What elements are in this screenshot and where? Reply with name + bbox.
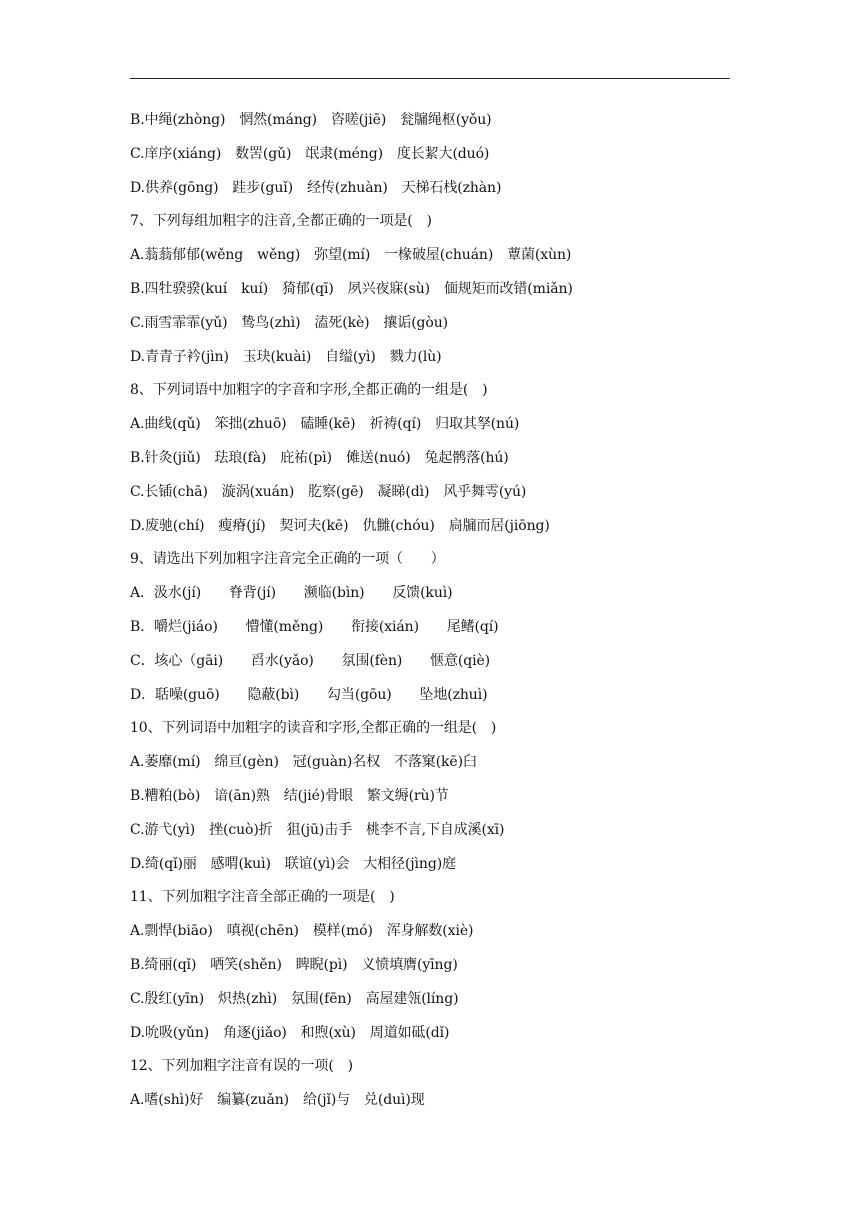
text-line: C.游弋(yì) 挫(cuò)折 狙(jū)击手 桃李不言,下自成溪(xī) [130,821,505,838]
text-line: B.绮丽(qǐ) 哂笑(shěn) 睥睨(pì) 义愤填膺(yīng) [130,956,458,973]
text-line: B.四牡骙骙(kuí kuí) 猗郁(qī) 夙兴夜寐(sù) 偭规矩而改错(miǎn) [130,280,573,297]
text-line: C．垓心（gāi) 舀水(yǎo) 氛围(fèn) 惬意(qiè) [130,652,491,669]
text-line: A．汲水(jí) 脊背(jí) 濒临(bìn) 反馈(kuì) [130,585,453,602]
text-line: B．嚼烂(jiáo) 懵懂(měng) 衔接(xián) 尾鳍(qí) [130,618,499,635]
text-line: 9、请选出下列加粗字注音完全正确的一项（ ） [130,551,445,568]
text-line: 8、下列词语中加粗字的字音和字形,全都正确的一组是( ) [130,382,488,399]
text-line: B.糟粕(bò) 谙(ān)熟 结(jié)骨眼 繁文缛(rù)节 [130,787,449,804]
text-line: C.雨雪霏霏(yǔ) 鸷鸟(zhì) 溘死(kè) 攘诟(gòu) [130,314,449,331]
text-line: 7、下列每组加粗字的注音,全都正确的一项是( ) [130,213,432,230]
text-line: D.供养(gōng) 跬步(guǐ) 经传(zhuàn) 天梯石栈(zhàn) [130,179,502,196]
text-line: C.庠序(xiáng) 数罟(gǔ) 氓隶(méng) 度长絜大(duó) [130,145,490,162]
text-line: B.针灸(jiǔ) 珐琅(fà) 庇祐(pì) 傩送(nuó) 兔起鹘落(hú) [130,449,509,466]
text-line: C.殷红(yīn) 炽热(zhì) 氛围(fēn) 高屋建瓴(líng) [130,990,459,1007]
header-rule [130,78,730,79]
text-line: D.绮(qǐ)丽 感喟(kuì) 联谊(yì)会 大相径(jìng)庭 [130,855,456,872]
text-line: 11、下列加粗字注音全部正确的一项是( ) [130,889,395,906]
text-line: A.蓊蓊郁郁(wěng wěng) 弥望(mí) 一椽破屋(chuán) 蕈菌(xùn) [130,247,572,264]
text-line: A.萎靡(mí) 绵亘(gèn) 冠(guàn)名权 不落窠(kē)臼 [130,754,477,771]
text-line: D．聒噪(guō) 隐蔽(bì) 勾当(gōu) 坠地(zhuì) [130,686,488,703]
text-line: D.废驰(chí) 瘦瘠(jí) 契诃夫(kē) 仇雠(chóu) 扃牖而居(jiōng) [130,517,550,534]
text-line: 10、下列词语中加粗字的读音和字形,全都正确的一组是( ) [130,720,497,737]
document-body [130,104,730,1118]
text-line: B.中绳(zhòng) 惘然(máng) 咨嗟(jiē) 瓮牖绳枢(yǒu) [130,112,492,128]
text-line: 12、下列加粗字注音有误的一项( ) [130,1058,353,1075]
text-line: D.青青子衿(jìn) 玉玦(kuài) 自缢(yì) 戮力(lù) [130,348,442,365]
text-line: A.曲线(qǔ) 笨拙(zhuō) 磕睡(kē) 祈祷(qí) 归取其孥(nú) [130,416,520,433]
text-line: A.剽悍(biāo) 嗔视(chēn) 模样(mó) 浑身解数(xiè) [130,923,474,940]
text-line: C.长锸(chā) 漩涡(xuán) 肐察(gē) 凝睇(dì) 风乎舞雩(yú) [130,483,527,500]
text-line: A.嗜(shì)好 编纂(zuǎn) 给(jǐ)与 兑(duì)现 [130,1092,425,1109]
text-line: D.吮吸(yǔn) 角逐(jiǎo) 和煦(xù) 周道如砥(dǐ) [130,1024,450,1041]
